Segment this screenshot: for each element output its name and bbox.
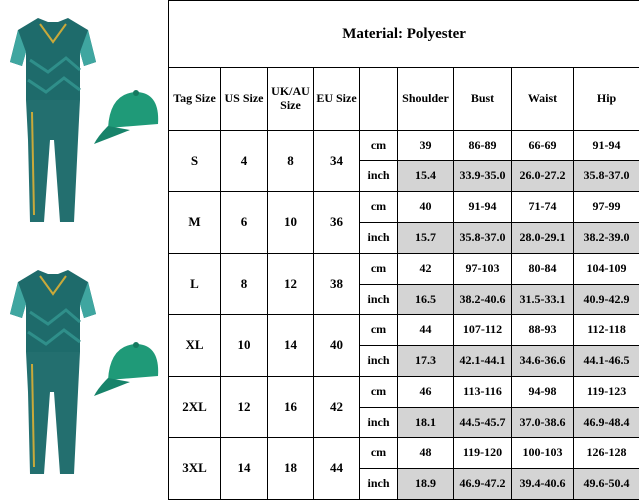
waist-cell: 31.5-33.1 xyxy=(512,284,574,315)
header-uk-au-size: UK/AU Size xyxy=(268,68,314,130)
header-us-size: US Size xyxy=(221,68,268,130)
table-row xyxy=(169,438,639,469)
waist-cell: 88-93 xyxy=(512,315,574,346)
waist-cell: 34.6-36.6 xyxy=(512,346,574,377)
table-row xyxy=(169,315,639,346)
unit-cell: inch xyxy=(360,161,398,192)
bust-cell: 38.2-40.6 xyxy=(454,284,512,315)
unit-cell: cm xyxy=(360,192,398,223)
shoulder-cell: 42 xyxy=(398,253,454,284)
shoulder-cell: 40 xyxy=(398,192,454,223)
shoulder-cell: 18.1 xyxy=(398,407,454,438)
waist-cell: 39.4-40.6 xyxy=(512,469,574,500)
uk-au-size-cell: 16 xyxy=(268,376,314,438)
hip-cell: 40.9-42.9 xyxy=(574,284,639,315)
waist-cell: 80-84 xyxy=(512,253,574,284)
hip-cell: 112-118 xyxy=(574,315,639,346)
bust-cell: 113-116 xyxy=(454,376,512,407)
eu-size-cell: 34 xyxy=(314,130,360,192)
waist-cell: 100-103 xyxy=(512,438,574,469)
us-size-cell: 6 xyxy=(221,192,268,254)
uk-au-size-cell: 14 xyxy=(268,315,314,377)
unit-cell: inch xyxy=(360,469,398,500)
us-size-cell: 10 xyxy=(221,315,268,377)
unit-cell: inch xyxy=(360,346,398,377)
bust-cell: 97-103 xyxy=(454,253,512,284)
us-size-cell: 14 xyxy=(221,438,268,500)
unit-cell: cm xyxy=(360,315,398,346)
bust-cell: 91-94 xyxy=(454,192,512,223)
shoulder-cell: 48 xyxy=(398,438,454,469)
unit-cell: cm xyxy=(360,438,398,469)
eu-size-cell: 38 xyxy=(314,253,360,315)
us-size-cell: 12 xyxy=(221,376,268,438)
header-hip: Hip xyxy=(574,68,639,130)
shoulder-cell: 15.7 xyxy=(398,223,454,254)
hip-cell: 35.8-37.0 xyxy=(574,161,639,192)
waist-cell: 94-98 xyxy=(512,376,574,407)
product-images-panel xyxy=(0,0,168,500)
hip-cell: 104-109 xyxy=(574,253,639,284)
eu-size-cell: 36 xyxy=(314,192,360,254)
table-row xyxy=(169,253,639,284)
unit-cell: cm xyxy=(360,253,398,284)
unit-cell: cm xyxy=(360,130,398,161)
hip-cell: 91-94 xyxy=(574,130,639,161)
hip-cell: 97-99 xyxy=(574,192,639,223)
header-bust: Bust xyxy=(454,68,512,130)
bust-cell: 42.1-44.1 xyxy=(454,346,512,377)
bust-cell: 33.9-35.0 xyxy=(454,161,512,192)
tag-size-cell: 3XL xyxy=(169,438,221,500)
size-chart xyxy=(168,0,639,500)
uk-au-size-cell: 10 xyxy=(268,192,314,254)
hip-cell: 49.6-50.4 xyxy=(574,469,639,500)
waist-cell: 71-74 xyxy=(512,192,574,223)
us-size-cell: 8 xyxy=(221,253,268,315)
tag-size-cell: XL xyxy=(169,315,221,377)
header-shoulder: Shoulder xyxy=(398,68,454,130)
header-unit xyxy=(360,68,398,130)
shoulder-cell: 46 xyxy=(398,376,454,407)
shoulder-cell: 44 xyxy=(398,315,454,346)
material-title: Material: Polyester xyxy=(169,1,639,68)
bust-cell: 86-89 xyxy=(454,130,512,161)
tag-size-cell: L xyxy=(169,253,221,315)
shoulder-cell: 15.4 xyxy=(398,161,454,192)
eu-size-cell: 40 xyxy=(314,315,360,377)
tag-size-cell: S xyxy=(169,130,221,192)
uk-au-size-cell: 8 xyxy=(268,130,314,192)
hip-cell: 44.1-46.5 xyxy=(574,346,639,377)
bust-cell: 44.5-45.7 xyxy=(454,407,512,438)
header-waist: Waist xyxy=(512,68,574,130)
shoulder-cell: 16.5 xyxy=(398,284,454,315)
size-table xyxy=(168,0,639,500)
header-eu-size: EU Size xyxy=(314,68,360,130)
waist-cell: 66-69 xyxy=(512,130,574,161)
table-row xyxy=(169,130,639,161)
waist-cell: 26.0-27.2 xyxy=(512,161,574,192)
tag-size-cell: M xyxy=(169,192,221,254)
eu-size-cell: 42 xyxy=(314,376,360,438)
eu-size-cell: 44 xyxy=(314,438,360,500)
bust-cell: 46.9-47.2 xyxy=(454,469,512,500)
table-row xyxy=(169,376,639,407)
product-image-2 xyxy=(0,252,168,492)
bust-cell: 119-120 xyxy=(454,438,512,469)
unit-cell: inch xyxy=(360,223,398,254)
uk-au-size-cell: 12 xyxy=(268,253,314,315)
waist-cell: 28.0-29.1 xyxy=(512,223,574,254)
hip-cell: 38.2-39.0 xyxy=(574,223,639,254)
tag-size-cell: 2XL xyxy=(169,376,221,438)
hip-cell: 119-123 xyxy=(574,376,639,407)
header-tag-size: Tag Size xyxy=(169,68,221,130)
shoulder-cell: 17.3 xyxy=(398,346,454,377)
tracksuit-and-cap-illustration xyxy=(0,252,168,492)
unit-cell: inch xyxy=(360,407,398,438)
table-row xyxy=(169,192,639,223)
tracksuit-and-cap-illustration xyxy=(0,0,168,240)
bust-cell: 107-112 xyxy=(454,315,512,346)
waist-cell: 37.0-38.6 xyxy=(512,407,574,438)
shoulder-cell: 18.9 xyxy=(398,469,454,500)
hip-cell: 126-128 xyxy=(574,438,639,469)
unit-cell: cm xyxy=(360,376,398,407)
unit-cell: inch xyxy=(360,284,398,315)
bust-cell: 35.8-37.0 xyxy=(454,223,512,254)
hip-cell: 46.9-48.4 xyxy=(574,407,639,438)
uk-au-size-cell: 18 xyxy=(268,438,314,500)
product-image-1 xyxy=(0,0,168,240)
shoulder-cell: 39 xyxy=(398,130,454,161)
us-size-cell: 4 xyxy=(221,130,268,192)
